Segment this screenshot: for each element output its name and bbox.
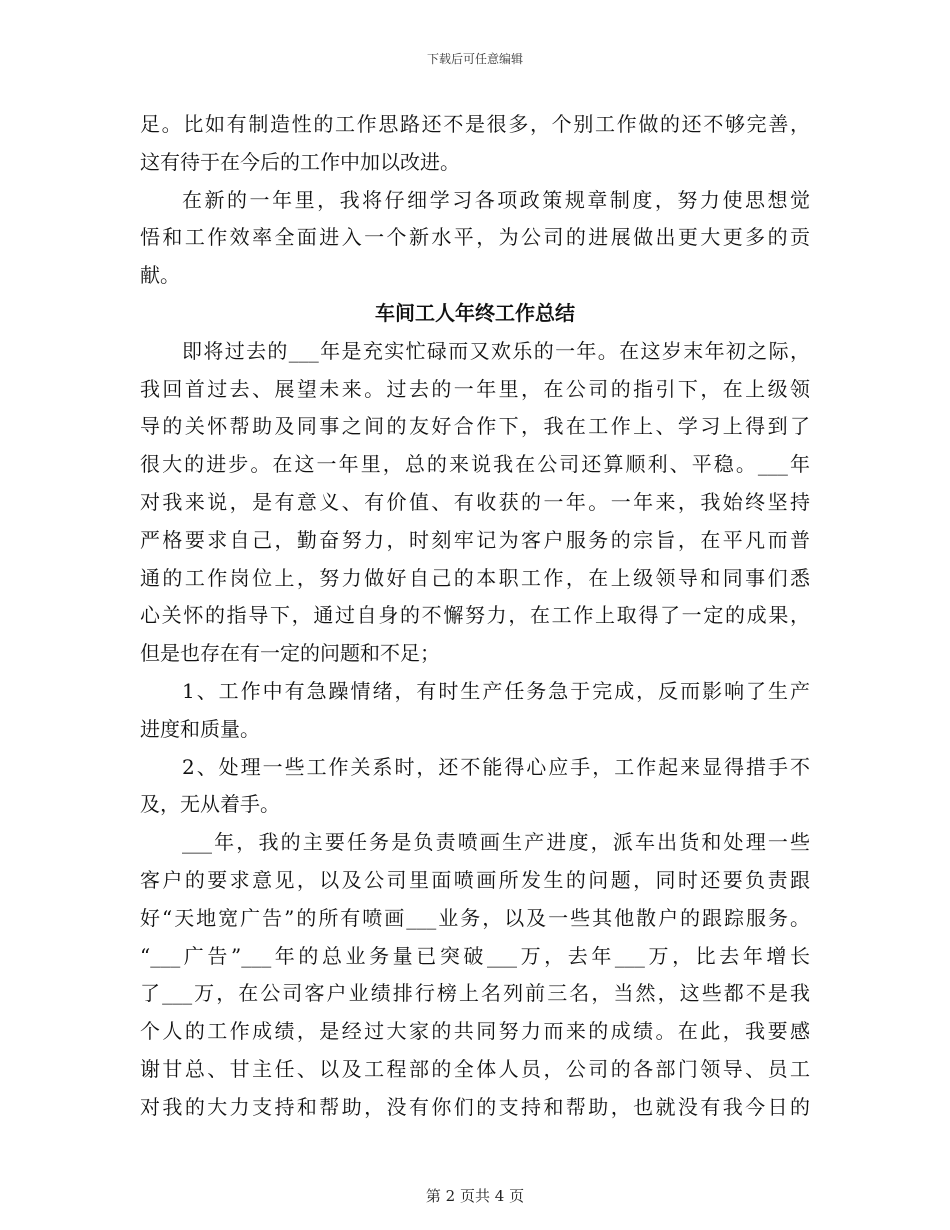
document-body	[140, 106, 810, 1127]
paragraph-line: 我回首过去、展望未来。过去的一年里，在公司的指引下，在上级领	[140, 376, 810, 401]
paragraph-line: 这有待于在今后的工作中加以改进。	[140, 149, 460, 174]
paragraph-line: 及，无从着手。	[140, 792, 280, 817]
page-footer-pagination: 第 2 页共 4 页	[425, 1187, 525, 1205]
paragraph-line: 很大的进步。在这一年里，总的来说我在公司还算顺利、平稳。___年	[140, 452, 810, 477]
page-header-note: 下载后可任意编辑	[426, 52, 523, 66]
paragraph-line: 进度和质量。	[140, 716, 260, 741]
paragraph-line: 了___万，在公司客户业绩排行榜上名列前三名，当然，这些都不是我	[140, 981, 810, 1006]
paragraph-line: 心关怀的指导下，通过自身的不懈努力，在工作上取得了一定的成果，	[140, 603, 810, 628]
paragraph-line: 2、处理一些工作关系时，还不能得心应手，工作起来显得措手不	[182, 754, 810, 779]
paragraph-line: ___年，我的主要任务是负责喷画生产进度，派车出货和处理一些	[182, 830, 810, 855]
paragraph-line: 通的工作岗位上，努力做好自己的本职工作，在上级领导和同事们悉	[140, 565, 810, 590]
paragraph-line: 即将过去的___年是充实忙碌而又欢乐的一年。在这岁末年初之际，	[182, 338, 810, 363]
paragraph-line: 严格要求自己，勤奋努力，时刻牢记为客户服务的宗旨，在平凡而普	[140, 527, 810, 552]
paragraph-line: 个人的工作成绩，是经过大家的共同努力而来的成绩。在此，我要感	[140, 1019, 810, 1044]
paragraph-line: 导的关怀帮助及同事之间的友好合作下，我在工作上、学习上得到了	[140, 414, 810, 439]
paragraph-line: 谢甘总、甘主任、以及工程部的全体人员，公司的各部门领导、员工	[140, 1056, 810, 1081]
paragraph-line: 对我来说，是有意义、有价值、有收获的一年。一年来，我始终坚持	[140, 489, 810, 514]
paragraph-line: 在新的一年里，我将仔细学习各项政策规章制度，努力使思想觉	[182, 187, 810, 212]
paragraph-line: 1、工作中有急躁情绪，有时生产任务急于完成，反而影响了生产	[182, 678, 810, 703]
paragraph-line: “___广告”___年的总业务量已突破___万，去年___万，比去年增长	[140, 943, 810, 968]
paragraph-line: 好“天地宽广告”的所有喷画___业务，以及一些其他散户的跟踪服务。	[140, 905, 810, 930]
paragraph-line: 足。比如有制造性的工作思路还不是很多，个别工作做的还不够完善，	[140, 112, 810, 136]
paragraph-line: 献。	[140, 263, 180, 288]
paragraph-line: 但是也存在有一定的问题和不足；	[140, 641, 440, 666]
paragraph-line: 对我的大力支持和帮助，没有你们的支持和帮助，也就没有我今日的	[140, 1094, 810, 1119]
section-title: 车间工人年终工作总结	[375, 300, 575, 325]
paragraph-line: 客户的要求意见，以及公司里面喷画所发生的问题，同时还要负责跟	[140, 867, 810, 892]
paragraph-line: 悟和工作效率全面进入一个新水平，为公司的进展做出更大更多的贡	[140, 225, 810, 250]
